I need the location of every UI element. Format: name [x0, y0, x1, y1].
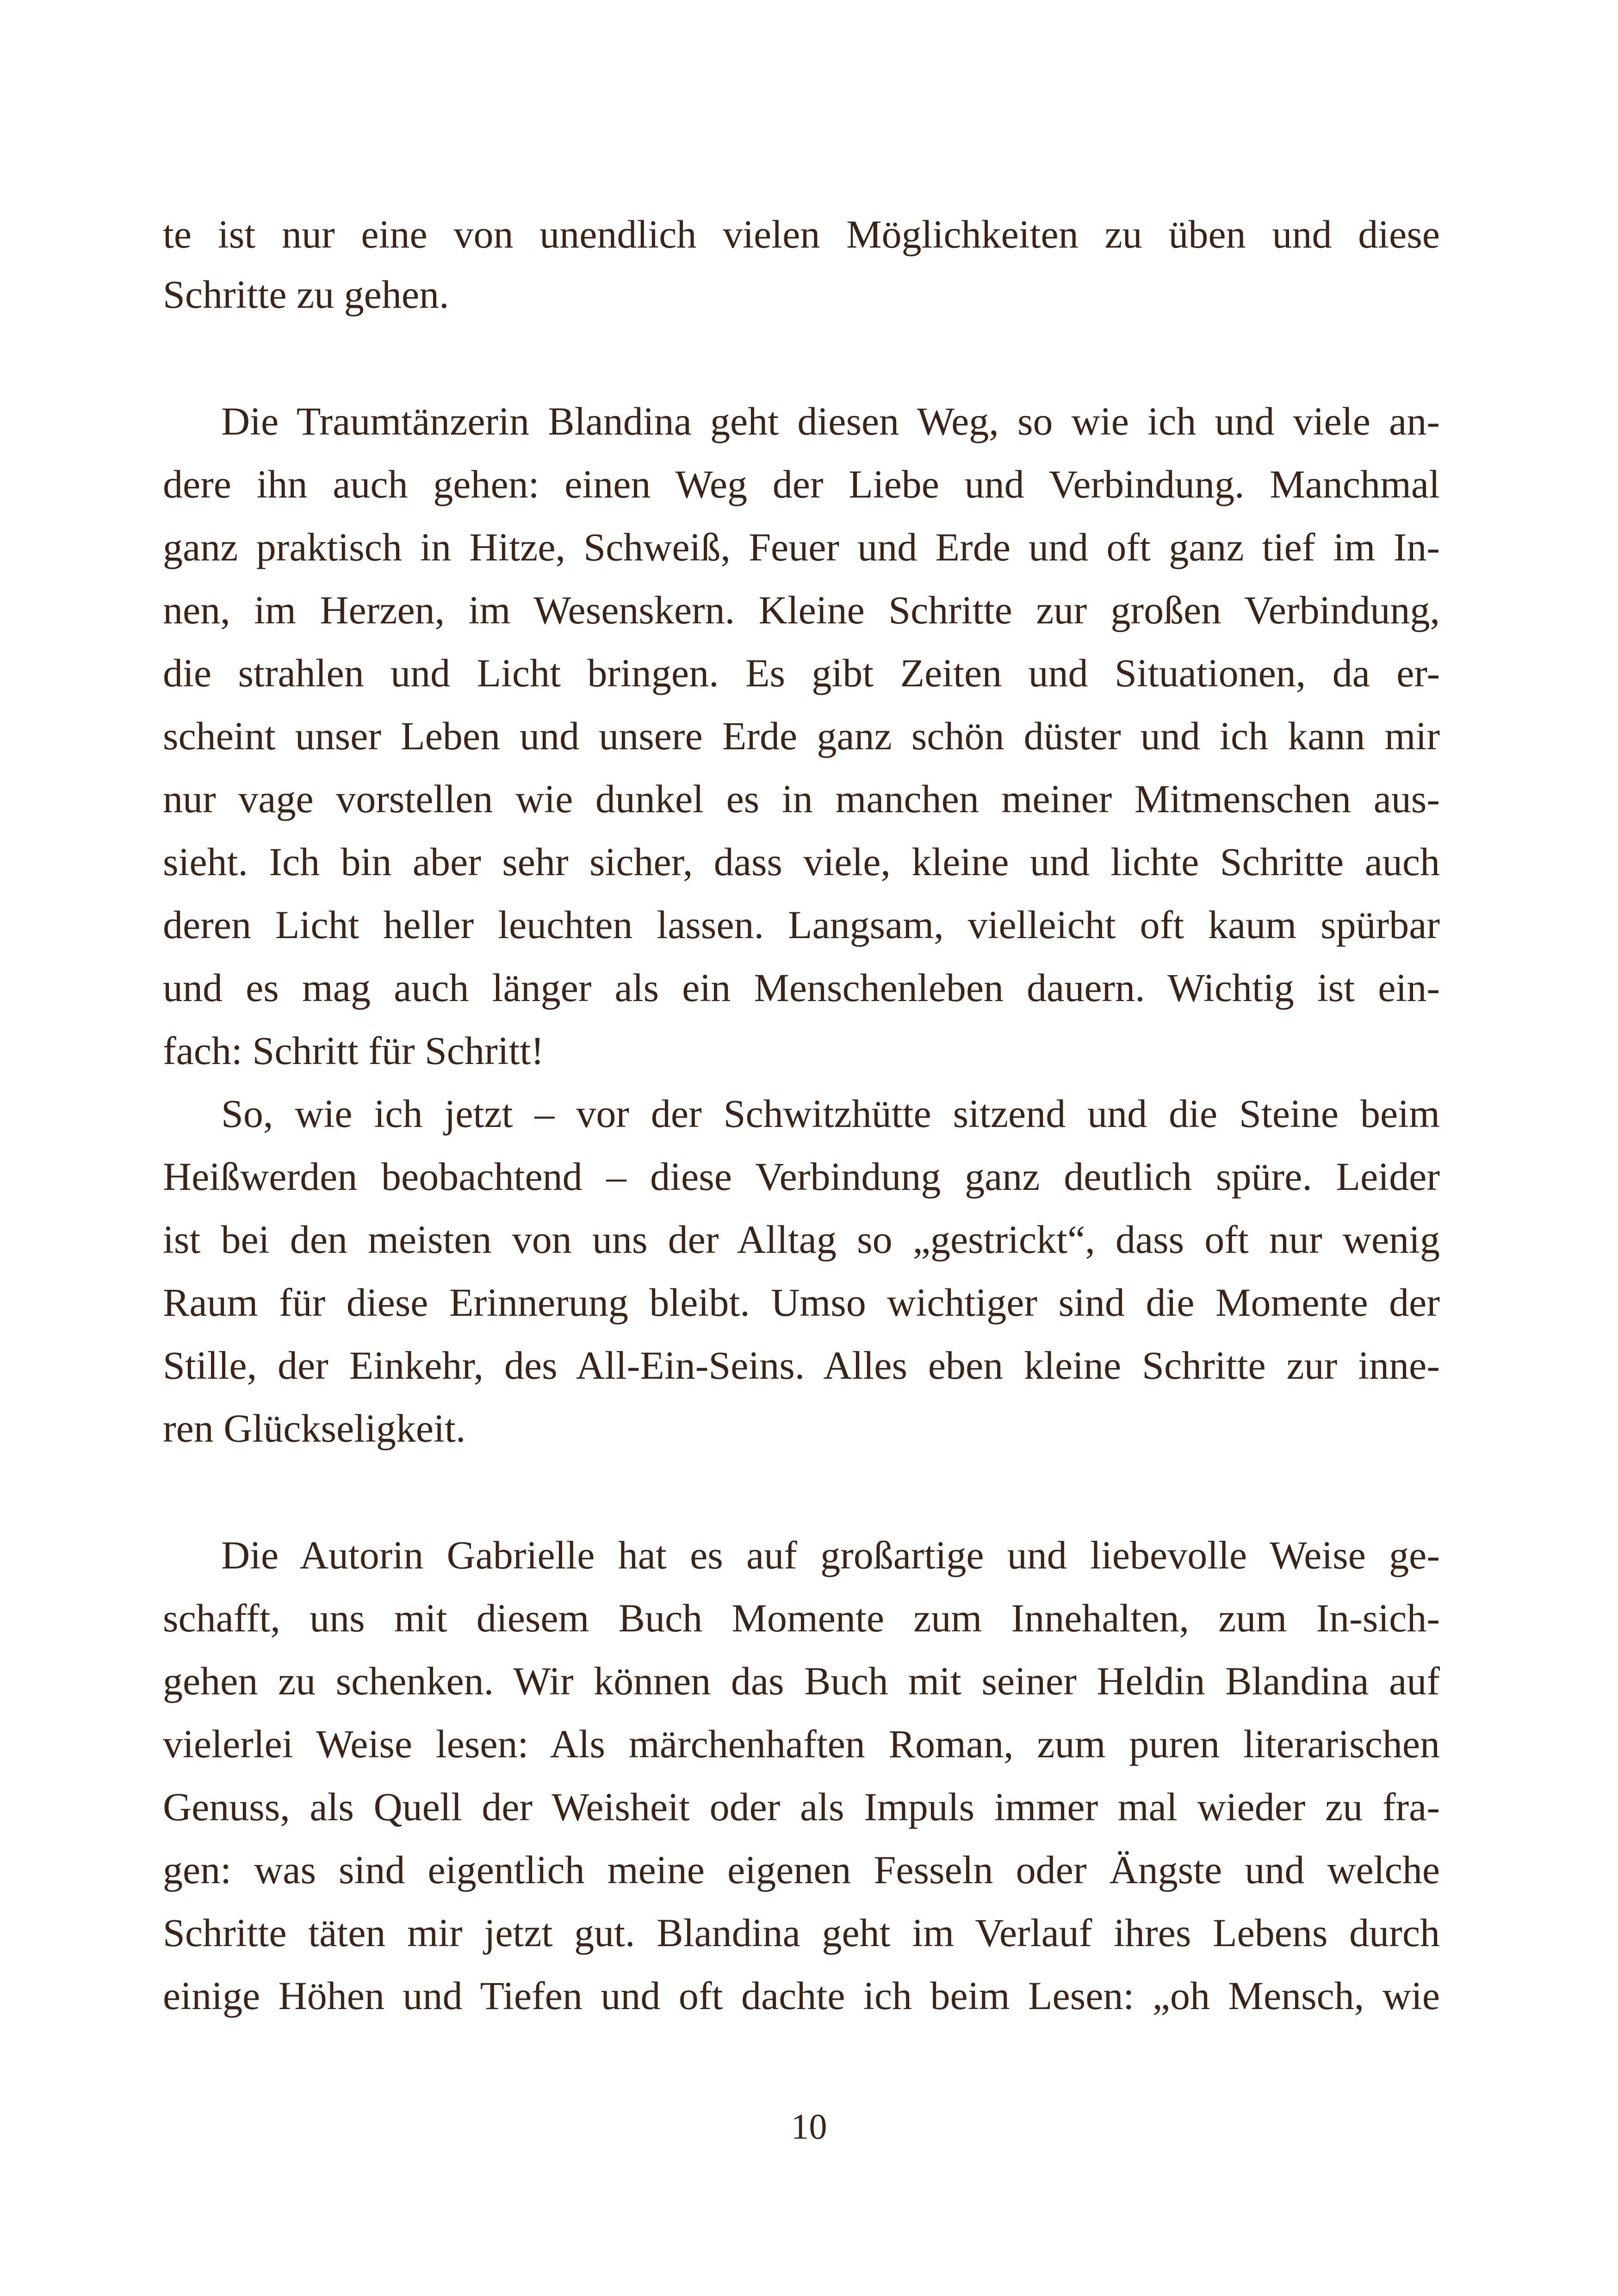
text-line: Schritte täten mir jetzt gut. Blandina geht im Verlauf ihres Lebens durch [163, 1910, 1440, 1955]
text-line: sieht. Ich bin aber sehr sicher, dass viele, kleine und lichte Schritte auch [163, 840, 1440, 884]
text-line: gehen zu schenken. Wir können das Buch mit seiner Heldin Blandina auf [163, 1659, 1440, 1703]
text-line: deren Licht heller leuchten lassen. Langsam, vielleicht oft kaum spürbar [163, 902, 1440, 947]
text-line: nen, im Herzen, im Wesenskern. Kleine Schritte zur großen Verbindung, [163, 588, 1440, 632]
text-line: nur vage vorstellen wie dunkel es in manchen meiner Mitmenschen aus- [163, 777, 1440, 821]
text-line: fach: Schritt für Schritt! [163, 1028, 544, 1073]
text-line: Die Autorin Gabrielle hat es auf großartige und liebevolle Weise ge- [221, 1533, 1440, 1577]
text-line: schafft, uns mit diesem Buch Momente zum Innehalten, zum In-sich- [163, 1596, 1440, 1640]
text-line: Die Traumtänzerin Blandina geht diesen Weg, so wie ich und viele an- [221, 399, 1440, 443]
text-line: Genuss, als Quell der Weisheit oder als Impuls immer mal wieder zu fra- [163, 1785, 1440, 1829]
text-line: ren Glückseligkeit. [163, 1406, 466, 1450]
text-line: Schritte zu gehen. [163, 272, 449, 317]
text-line: So, wie ich jetzt – vor der Schwitzhütte sitzend und die Steine beim [221, 1091, 1440, 1136]
text-line: te ist nur eine von unendlich vielen Möglichkeiten zu üben und diese [163, 212, 1440, 256]
page-number: 10 [791, 2106, 827, 2147]
text-line: gen: was sind eigentlich meine eigenen Fesseln oder Ängste und welche [163, 1848, 1440, 1892]
text-line: einige Höhen und Tiefen und oft dachte ich beim Lesen: „oh Mensch, wie [163, 1973, 1440, 2018]
text-line: Heißwerden beobachtend – diese Verbindung ganz deutlich spüre. Leider [163, 1154, 1440, 1199]
text-line: und es mag auch länger als ein Menschenleben dauern. Wichtig ist ein- [163, 965, 1440, 1010]
text-line: ganz praktisch in Hitze, Schweiß, Feuer und Erde und oft ganz tief im In- [163, 525, 1440, 569]
text-line: vielerlei Weise lesen: Als märchenhaften Roman, zum puren literarischen [163, 1722, 1440, 1766]
text-line: Raum für diese Erinnerung bleibt. Umso wichtiger sind die Momente der [163, 1280, 1440, 1325]
text-line: die strahlen und Licht bringen. Es gibt Zeiten und Situationen, da er- [163, 651, 1440, 695]
text-line: ist bei den meisten von uns der Alltag so „gestrickt“, dass oft nur wenig [163, 1217, 1440, 1262]
text-line: dere ihn auch gehen: einen Weg der Liebe und Verbindung. Manchmal [163, 462, 1440, 506]
text-line: Stille, der Einkehr, des All-Ein-Seins. Alles eben kleine Schritte zur inne- [163, 1343, 1440, 1388]
text-line: scheint unser Leben und unsere Erde ganz schön düster und ich kann mir [163, 714, 1440, 758]
